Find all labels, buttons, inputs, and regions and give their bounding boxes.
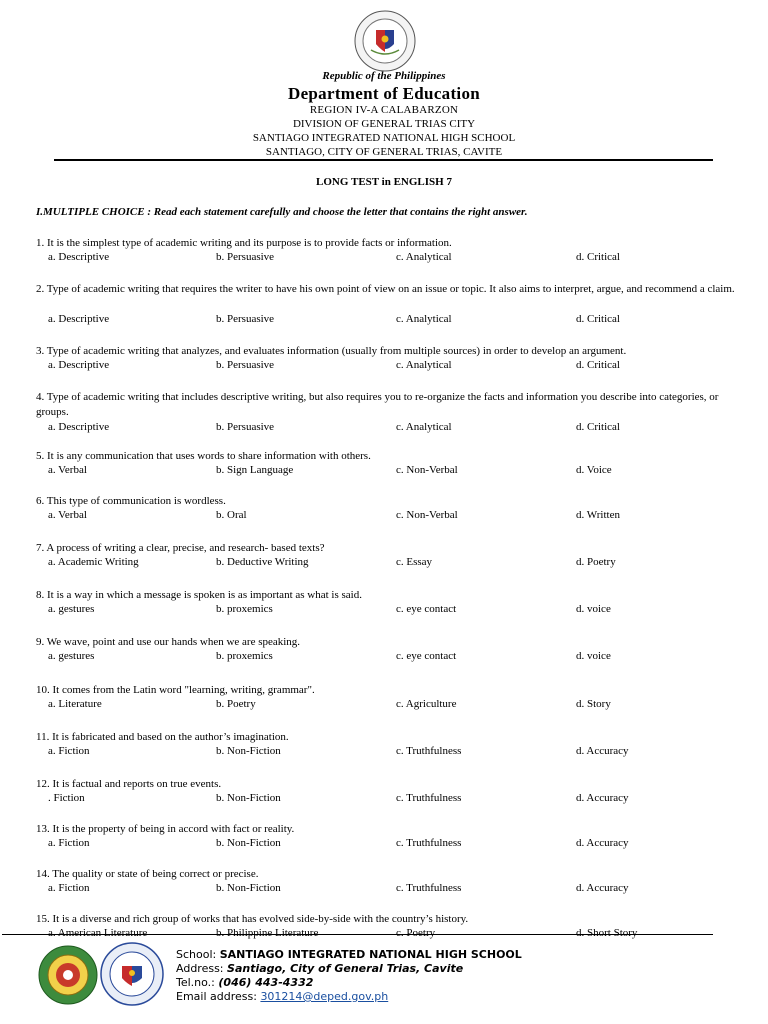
question-text: 7. A process of writing a clear, precise, and research- based texts? [36,542,325,554]
option-d[interactable]: d. Critical [576,251,620,263]
option-c[interactable]: c. Analytical [396,359,452,371]
option-d[interactable]: d. Accuracy [576,882,629,894]
option-d[interactable]: d. Accuracy [576,745,629,757]
footer-tel-label: Tel.no.: [176,976,215,989]
option-c[interactable]: c. Poetry [396,927,436,939]
option-b[interactable]: b. proxemics [216,650,273,662]
division-line: DIVISION OF GENERAL TRIAS CITY [292,118,476,130]
option-a[interactable]: a. Verbal [48,509,87,521]
school-seal-logo [38,945,98,1005]
option-d[interactable]: d. voice [576,603,611,615]
option-b[interactable]: b. Oral [216,509,247,521]
option-a[interactable]: a. Academic Writing [48,556,139,568]
option-a[interactable]: a. Descriptive [48,251,110,263]
option-c[interactable]: c. Agriculture [396,698,457,710]
question-text: 5. It is any communication that uses words to share information with others. [36,450,371,462]
option-a[interactable]: a. Fiction [48,745,90,757]
question-text: 6. This type of communication is wordless. [36,495,226,507]
question-text: 9. We wave, point and use our hands when we are speaking. [36,636,301,648]
test-instruction: I.MULTIPLE CHOICE : Read each statement carefully and choose the letter that contains the right answer. [36,206,528,218]
question-text: 10. It comes from the Latin word "learning, writing, grammar". [36,684,315,696]
option-b[interactable]: b. Poetry [216,698,256,710]
option-b[interactable]: b. proxemics [216,603,273,615]
option-a[interactable]: a. Literature [48,698,102,710]
question-text: 4. Type of academic writing that includes descriptive writing, but also requires you to re-organize the facts and information you describe into categories, or groups. [36,391,719,418]
option-b[interactable]: b. Philippine Literature [216,927,319,939]
option-b[interactable]: b. Persuasive [216,359,275,371]
option-d[interactable]: d. Poetry [576,556,616,568]
question-text: 8. It is a way in which a message is spoken is as important as what is said. [36,589,362,601]
option-b[interactable]: b. Non-Fiction [216,837,281,849]
question-text: 1. It is the simplest type of academic writing and its purpose is to provide facts or information. [36,237,452,249]
option-a[interactable]: a. American Literature [48,927,148,939]
division-seal-logo [100,942,164,1006]
question-text: 14. The quality or state of being correct or precise. [36,868,259,880]
option-b[interactable]: b. Non-Fiction [216,792,281,804]
question-text: 12. It is factual and reports on true events. [36,778,222,790]
header-divider [54,159,713,161]
option-c[interactable]: c. eye contact [396,650,457,662]
option-b[interactable]: b. Deductive Writing [216,556,309,568]
option-a[interactable]: a. Fiction [48,837,90,849]
footer-address-label: Address: [176,962,224,975]
option-d[interactable]: d. Accuracy [576,792,629,804]
address-line: SANTIAGO, CITY OF GENERAL TRIAS, CAVITE [265,146,503,158]
option-d[interactable]: d. Story [576,698,611,710]
option-c[interactable]: c. eye contact [396,603,457,615]
footer-school-value: SANTIAGO INTEGRATED NATIONAL HIGH SCHOOL [219,948,522,961]
option-b[interactable]: b. Persuasive [216,313,275,325]
option-c[interactable]: c. Analytical [396,313,452,325]
option-d[interactable]: d. Short Story [576,927,638,939]
option-c[interactable]: c. Analytical [396,251,452,263]
footer-email [176,990,388,1003]
region-line: REGION IV-A CALABARZON [309,104,459,116]
option-c[interactable]: c. Truthfulness [396,792,462,804]
footer-email-label: Email address: [176,990,257,1003]
school-line: SANTIAGO INTEGRATED NATIONAL HIGH SCHOOL [252,132,516,144]
option-d[interactable]: d. Critical [576,421,620,433]
option-c[interactable]: c. Essay [396,556,433,568]
question-text: 15. It is a diverse and rich group of works that has evolved side-by-side with the country’s history. [36,913,469,925]
question-text: 3. Type of academic writing that analyzes, and evaluates information (usually from multiple sources) in order to develop an argument. [36,345,627,357]
option-b[interactable]: b. Sign Language [216,464,294,476]
option-a[interactable]: a. Verbal [48,464,87,476]
question-text: 2. Type of academic writing that requires the writer to have his own point of view on an issue or topic. It also aims to interpret, argue, and recommend a claim. [36,283,735,295]
option-c[interactable]: c. Truthfulness [396,745,462,757]
option-d[interactable]: d. Critical [576,313,620,325]
department-title: Department of Education [288,84,480,103]
option-c[interactable]: c. Non-Verbal [396,509,458,521]
footer-address-value: Santiago, City of General Trias, Cavite [227,962,464,975]
option-c[interactable]: c. Truthfulness [396,837,462,849]
option-a[interactable]: a. Descriptive [48,359,110,371]
option-b[interactable]: b. Non-Fiction [216,882,281,894]
option-b[interactable]: b. Non-Fiction [216,745,281,757]
option-d[interactable]: d. Critical [576,359,620,371]
option-b[interactable]: b. Persuasive [216,421,275,433]
option-d[interactable]: d. Accuracy [576,837,629,849]
footer-divider [2,934,713,935]
question-text: 13. It is the property of being in accord with fact or reality. [36,823,295,835]
question-text: 11. It is fabricated and based on the author’s imagination. [36,731,289,743]
option-c[interactable]: c. Analytical [396,421,452,433]
footer-school-label: School: [176,948,217,961]
option-a[interactable]: . Fiction [48,792,85,804]
option-a[interactable]: a. Descriptive [48,421,110,433]
deped-seal-logo [354,10,416,72]
republic-line: Republic of the Philippines [322,70,446,82]
test-title: LONG TEST in ENGLISH 7 [316,176,452,188]
option-a[interactable]: a. gestures [48,650,95,662]
option-a[interactable]: a. gestures [48,603,95,615]
footer-tel [176,976,313,989]
footer-address [176,962,463,975]
option-c[interactable]: c. Truthfulness [396,882,462,894]
option-d[interactable]: d. Voice [576,464,612,476]
option-d[interactable]: d. voice [576,650,611,662]
footer-email-link[interactable]: 301214@deped.gov.ph [260,990,389,1003]
footer-school [176,948,522,961]
option-d[interactable]: d. Written [576,509,620,521]
option-b[interactable]: b. Persuasive [216,251,275,263]
footer-tel-value: (046) 443-4332 [218,976,314,989]
option-a[interactable]: a. Fiction [48,882,90,894]
option-a[interactable]: a. Descriptive [48,313,110,325]
option-c[interactable]: c. Non-Verbal [396,464,458,476]
